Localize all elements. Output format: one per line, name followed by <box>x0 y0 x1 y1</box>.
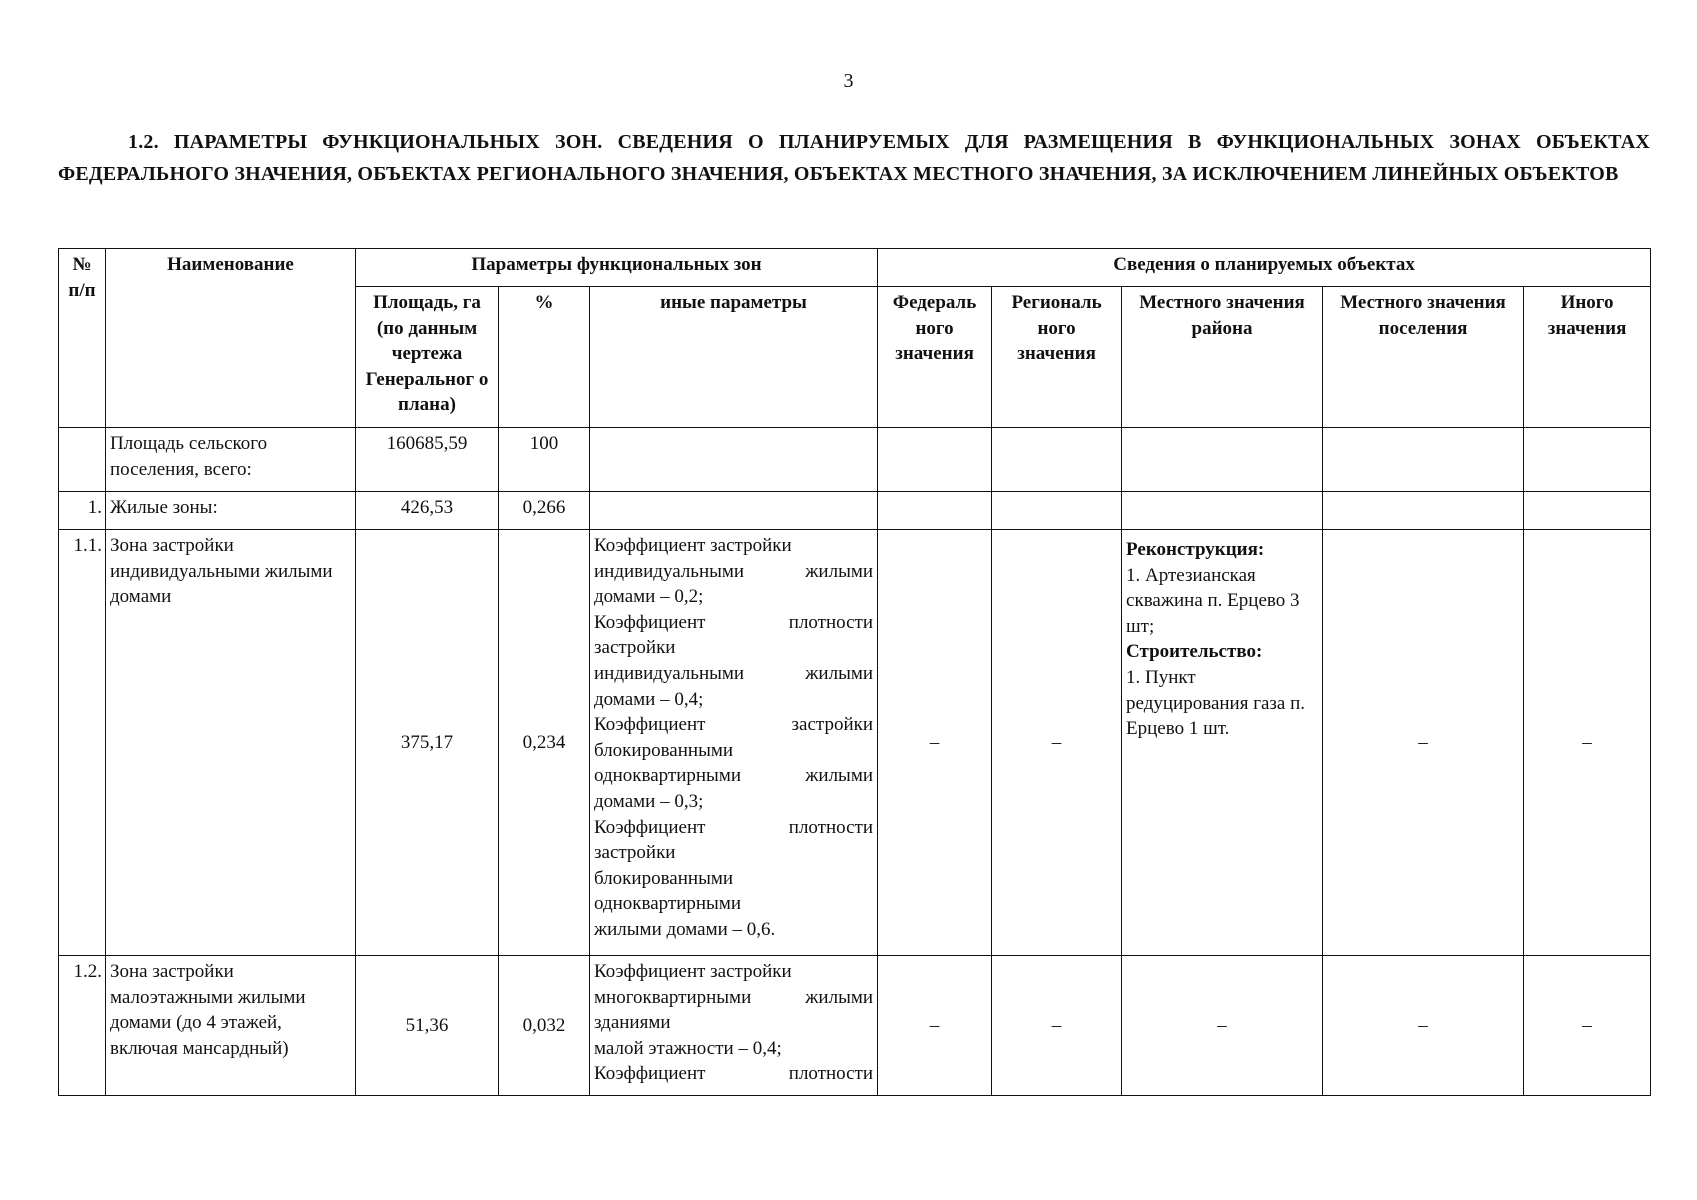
param-line: блокированными <box>594 739 734 761</box>
header-name: Наименование <box>106 249 356 428</box>
cell-num: 1.2. <box>59 956 106 1096</box>
page-number: 3 <box>843 70 854 92</box>
table-row-1-2 <box>59 956 1651 1096</box>
cell-federal: – <box>878 956 992 1096</box>
header-zone-params: Параметры функциональных зон <box>356 249 878 287</box>
cell-federal <box>878 428 992 492</box>
cell-local-district <box>1122 492 1323 530</box>
cell-regional <box>992 492 1122 530</box>
cell-num: 1.1. <box>59 530 106 956</box>
param-line: Коэффициент застройки <box>594 714 874 736</box>
param-line: застройки <box>594 637 676 659</box>
cell-area: 51,36 <box>356 956 499 1096</box>
header-local-settlement: Местного значения поселения <box>1323 287 1524 428</box>
header-planned-objects: Сведения о планируемых объектах <box>878 249 1651 287</box>
cell-regional: – <box>992 530 1122 956</box>
param-line: одноквартирными <box>594 893 742 915</box>
cell-name: Зона застройки индивидуальными жилыми домами <box>106 530 356 956</box>
cell-name: Жилые зоны: <box>106 492 356 530</box>
param-line: индивидуальными жилыми <box>594 560 874 582</box>
cell-other-value <box>1524 428 1651 492</box>
header-area: Площадь, га (по данным чертежа Генеральног о плана) <box>356 287 499 428</box>
cell-federal: – <box>878 530 992 956</box>
cell-local-settlement: – <box>1323 956 1524 1096</box>
param-line: зданиями <box>594 1012 671 1034</box>
cell-other-params <box>590 492 878 530</box>
param-line: домами – 0,2; <box>594 586 704 608</box>
param-line: малой этажности – 0,4; <box>594 1037 782 1059</box>
cell-other-value: – <box>1524 956 1651 1096</box>
cell-area: 375,17 <box>356 530 499 956</box>
cell-num: 1. <box>59 492 106 530</box>
section-title-text <box>58 127 1650 190</box>
header-regional: Региональ ного значения <box>992 287 1122 428</box>
section-title <box>58 127 1650 190</box>
table-row-1 <box>59 492 1651 530</box>
header-federal: Федераль ного значения <box>878 287 992 428</box>
cell-other-value <box>1524 492 1651 530</box>
cell-federal <box>878 492 992 530</box>
param-line: застройки <box>594 842 676 864</box>
cell-name: Зона застройки малоэтажными жилыми домами (до 4 этажей, включая мансардный) <box>106 956 356 1096</box>
param-line: домами – 0,4; <box>594 688 704 710</box>
header-local-district: Местного значения района <box>1122 287 1323 428</box>
district-item-2: 1. Пункт редуцирования газа п. Ерцево 1 шт. <box>1126 666 1306 740</box>
table-row-total <box>59 428 1651 492</box>
cell-other-params <box>590 428 878 492</box>
cell-percent: 0,266 <box>499 492 590 530</box>
zones-table <box>58 248 1651 1096</box>
param-line: индивидуальными жилыми <box>594 662 874 684</box>
cell-percent: 0,032 <box>499 956 590 1096</box>
cell-local-settlement <box>1323 428 1524 492</box>
param-line: жилыми домами – 0,6. <box>594 918 776 940</box>
section-title-label: 1.2. ПАРАМЕТРЫ ФУНКЦИОНАЛЬНЫХ ЗОН. СВЕДЕНИЯ О ПЛАНИРУЕМЫХ ДЛЯ РАЗМЕЩЕНИЯ В ФУНКЦИОНАЛЬНЫХ ЗОНАХ ОБЪЕКТАХ ФЕДЕРАЛЬНОГО ЗНАЧЕНИЯ, ОБЪЕКТАХ РЕГИОНАЛЬНОГО ЗНАЧЕНИЯ, ОБЪЕКТАХ МЕСТНОГО ЗНАЧЕНИЯ, ЗА ИСКЛЮЧЕНИЕМ ЛИНЕЙНЫХ ОБЪЕКТОВ <box>58 131 1650 185</box>
cell-other-value: – <box>1524 530 1651 956</box>
cell-name: Площадь сельского поселения, всего: <box>106 428 356 492</box>
param-line: Коэффициент застройки <box>594 535 792 556</box>
cell-regional <box>992 428 1122 492</box>
cell-local-settlement: – <box>1323 530 1524 956</box>
param-line: Коэффициент плотности <box>594 611 874 633</box>
district-item-1: 1. Артезианская скважина п. Ерцево 3 шт; <box>1126 564 1300 637</box>
cell-local-district: – <box>1122 956 1323 1096</box>
param-line: Коэффициент плотности <box>594 816 874 838</box>
param-line: блокированными <box>594 867 734 889</box>
cell-local-district <box>1122 428 1323 492</box>
table-row-1-1 <box>59 530 1651 956</box>
header-other-value: Иного значения <box>1524 287 1651 428</box>
cell-other-params <box>590 530 878 956</box>
param-line: домами – 0,3; <box>594 790 704 812</box>
param-line: многоквартирными жилыми <box>594 986 874 1008</box>
cell-other-params <box>590 956 878 1096</box>
header-row-1 <box>59 249 1651 287</box>
header-num: № п/п <box>59 249 106 428</box>
cell-num <box>59 428 106 492</box>
cell-area: 160685,59 <box>356 428 499 492</box>
cell-percent: 0,234 <box>499 530 590 956</box>
cell-local-settlement <box>1323 492 1524 530</box>
header-other-params: иные параметры <box>590 287 878 428</box>
district-heading-construction: Строительство: <box>1126 641 1263 663</box>
header-percent: % <box>499 287 590 428</box>
param-line: одноквартирными жилыми <box>594 765 874 787</box>
district-heading-reconstruction: Реконструкция: <box>1126 539 1265 560</box>
cell-local-district <box>1122 530 1323 956</box>
cell-area: 426,53 <box>356 492 499 530</box>
param-line: Коэффициент застройки <box>594 961 792 982</box>
cell-regional: – <box>992 956 1122 1096</box>
cell-percent: 100 <box>499 428 590 492</box>
param-line: Коэффициент плотности <box>594 1063 874 1085</box>
